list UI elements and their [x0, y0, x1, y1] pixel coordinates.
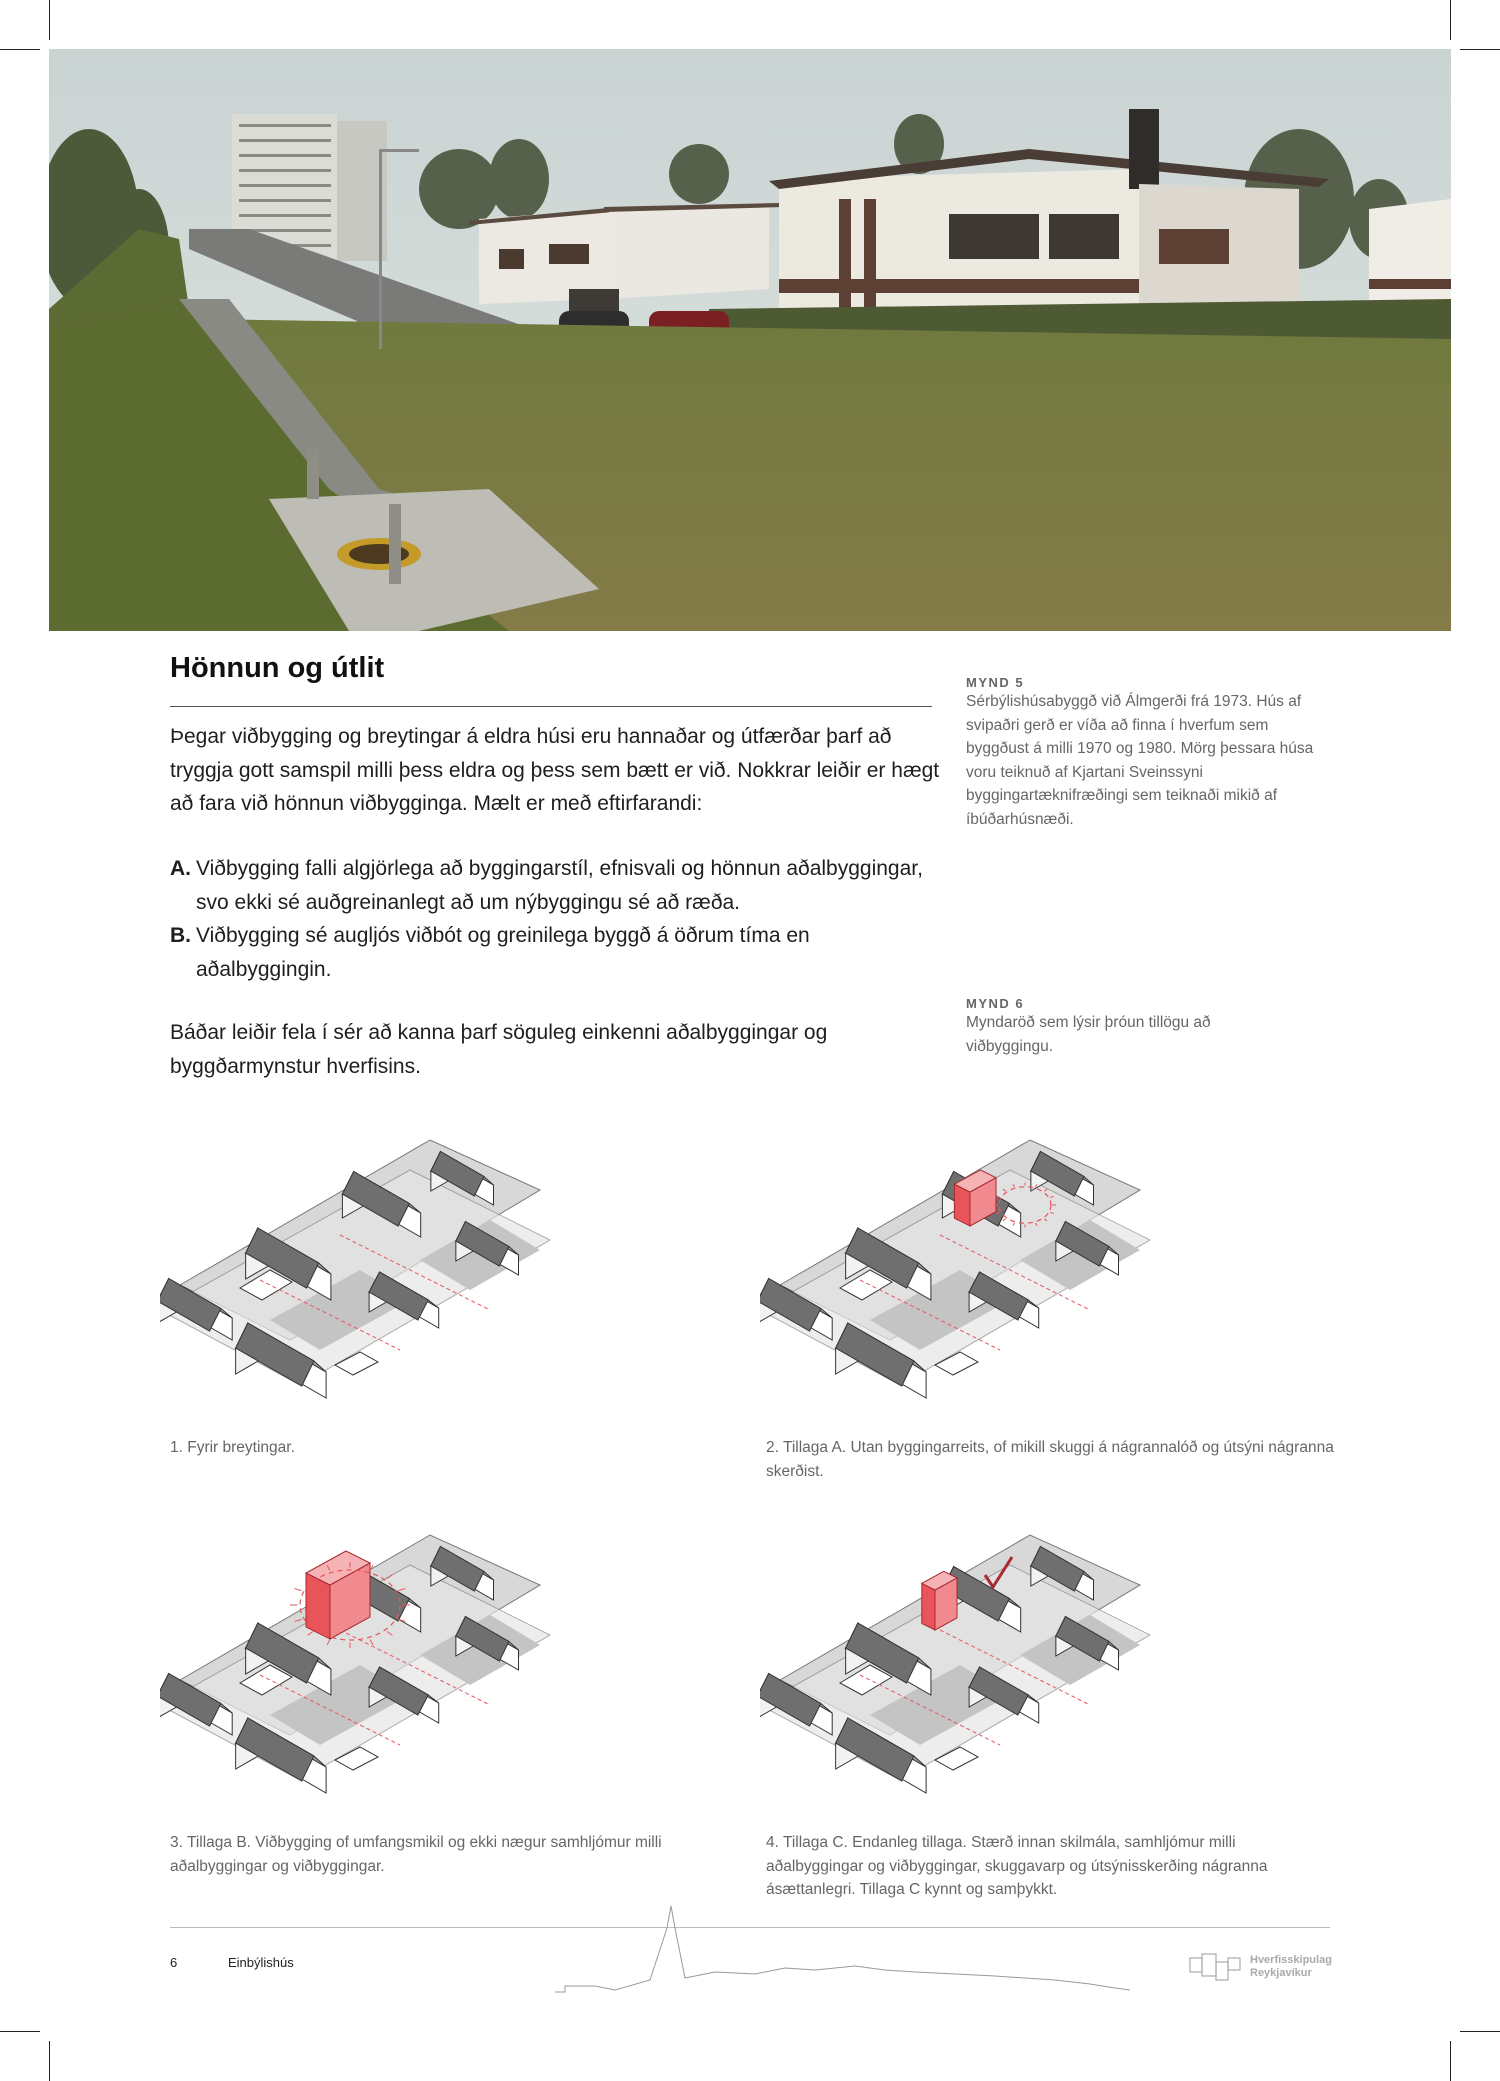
running-head: Einbýlishús — [228, 1955, 294, 1970]
list-marker: A. — [170, 857, 191, 880]
figure-6-caption — [966, 996, 1286, 1058]
diagram-group — [760, 1140, 1150, 1398]
figure-label: MYND 5 — [966, 675, 1025, 690]
figure-text: Sérbýlishúsabyggð við Álmgerði frá 1973. Hús af svipaðri gerð er víða að finna í hverfum sem byggðust á milli 1970 og 1980. Mörg þessara húsa voru teiknuð af Kjartani Sveinssyni byggingartæknifræðingi sem teiknaði mikið af íbúðarhúsnæði. — [966, 693, 1314, 828]
crop-mark — [1450, 0, 1451, 40]
diagram-caption: 3. Tillaga B. Viðbygging of umfangsmikil og ekki nægur samhljómur milli aðalbyggingar og viðbyggingar. — [170, 1834, 662, 1875]
intro-paragraph: Þegar viðbygging og breytingar á eldra húsi eru hannaðar og útfærðar þarf að tryggja gott samspil milli þess eldra og þess sem bætt er við. Nokkrar leiðir er hægt að fara við hönnun viðbygginga. Mælt er með eftirfarandi: — [170, 725, 940, 815]
page-number: 6 — [170, 1955, 178, 1970]
skyline-icon — [555, 1900, 1130, 1996]
diagram-before — [160, 1110, 680, 1430]
diagram-caption: 2. Tillaga A. Utan byggingarreits, of mikill skuggi á nágrannalóð og útsýni nágranna skerðist. — [766, 1439, 1334, 1480]
crop-mark — [0, 2031, 40, 2032]
diagram-option-c — [760, 1505, 1280, 1825]
logo-line: Hverfisskipulag — [1250, 1954, 1332, 1966]
logo-text — [1250, 1954, 1332, 1980]
list-item-a — [170, 852, 940, 919]
street-scene-illustration — [49, 49, 1451, 631]
list-marker: B. — [170, 924, 191, 947]
crop-mark — [1460, 2031, 1500, 2032]
diagram-option-a — [760, 1110, 1280, 1430]
diagram-group — [760, 1535, 1150, 1793]
diagram-caption: 1. Fyrir breytingar. — [170, 1439, 295, 1456]
figure-label: MYND 6 — [966, 996, 1025, 1011]
crop-mark — [0, 49, 40, 50]
closing-paragraph: Báðar leiðir fela í sér að kanna þarf söguleg einkenni aðalbyggingar og byggðarmynstur hverfisins. — [170, 1021, 828, 1078]
logo-icon — [1188, 1950, 1244, 1984]
impact-tick — [295, 1589, 302, 1591]
crop-mark — [1450, 2041, 1451, 2081]
diagram-group — [160, 1140, 550, 1398]
crop-mark — [49, 2041, 50, 2081]
options-list — [170, 852, 940, 986]
title-divider — [170, 706, 932, 707]
list-item-text: Viðbygging sé augljós viðbót og greinilega byggð á öðrum tíma en aðalbyggingin. — [196, 924, 810, 981]
hero-photo — [49, 49, 1451, 631]
figure-text: Myndaröð sem lýsir þróun tillögu að viðbyggingu. — [966, 1014, 1211, 1055]
list-item-text: Viðbygging falli algjörlega að byggingarstíl, efnisvali og hönnun aðalbyggingar, svo ekki sé auðgreinanlegt að um nýbyggingu sé að ræða. — [196, 857, 923, 914]
addition-block — [922, 1583, 935, 1630]
section-title: Hönnun og útlit — [170, 652, 385, 684]
diagram-option-b — [160, 1505, 680, 1825]
diagram-caption: 4. Tillaga C. Endanleg tillaga. Stærð innan skilmála, samhljómur milli aðalbyggingar og viðbyggingar, skuggavarp og útsýnisskerðing nágranna ásættanlegri. Tillaga C kynnt og samþykkt. — [766, 1834, 1268, 1898]
diagram-group — [160, 1535, 550, 1793]
logo-line: Reykjavíkur — [1250, 1967, 1312, 1979]
crop-mark — [1460, 49, 1500, 50]
list-item-b — [170, 919, 940, 986]
crop-mark — [49, 0, 50, 40]
figure-5-caption — [966, 675, 1326, 831]
